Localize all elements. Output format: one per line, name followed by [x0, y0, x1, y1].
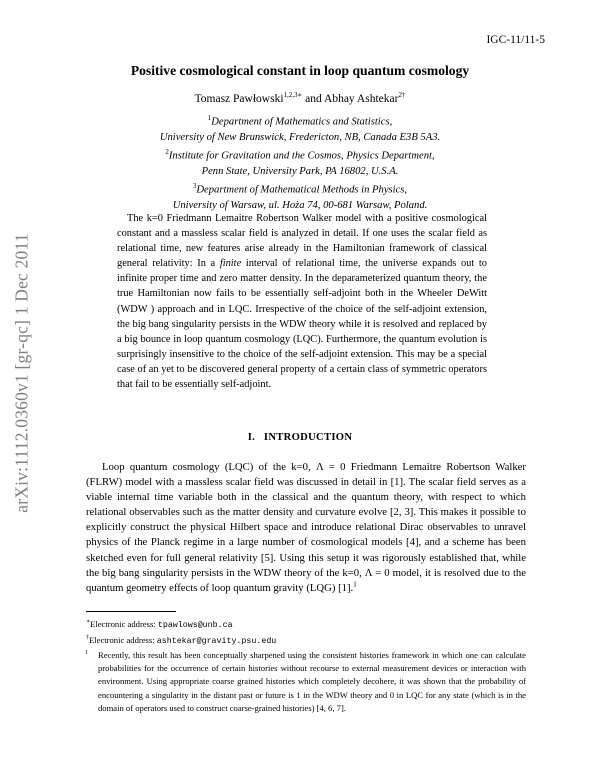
author-pawlowski-marks: 1,2,3∗	[283, 91, 303, 99]
affiliation-2	[0, 145, 600, 164]
intro-footnote-mark: 1	[353, 580, 357, 589]
author-connector: and	[302, 92, 325, 105]
footnote-1-mark: 1	[85, 649, 88, 656]
footnote-email-1	[86, 616, 526, 632]
footnote-email-2-label: Electronic address:	[89, 635, 157, 646]
footnote-1-text: Recently, this result has been conceptually sharpened using the consistent histories framework in which one can calculate probabilities for the occurrence of certain histories without recourse to external measurement devices or interaction with environment. Using appropriate coarse grained histories which completely decohere, it was shown that the probability of encountering a singularity in the distant past or future is 1 in the WDW theory and 0 in LQC for any state (which is in the domain of operators used to construct coarse-grained histories) [4, 6, 7].	[98, 649, 526, 714]
abstract-paragraph	[117, 211, 487, 392]
report-number: IGC-11/11-5	[486, 34, 545, 46]
footnote-1	[86, 649, 526, 716]
affiliation-3	[0, 179, 600, 198]
introduction-body	[86, 460, 526, 596]
affiliation-3-line1: Department of Mathematical Methods in Physics,	[196, 184, 408, 196]
affiliation-3-line2: University of Warsaw, ul. Hoża 74, 00-681 Warsaw, Poland.	[172, 200, 428, 212]
footnote-email-2	[86, 632, 526, 648]
paper-title: Positive cosmological constant in loop quantum cosmology	[130, 63, 470, 78]
email-link-ashtekar[interactable]: ashtekar@gravity.psu.edu	[156, 637, 277, 647]
affiliation-2-line1: Institute for Gravitation and the Cosmos, Physics Department,	[168, 150, 435, 162]
affiliation-1-line2: University of New Brunswick, Fredericton, NB, Canada E3B 5A3.	[159, 131, 441, 143]
arxiv-identifier: arXiv:1112.0360v1 [gr-qc] 1 Dec 2011	[11, 233, 32, 513]
footnotes	[86, 616, 526, 716]
author-ashtekar-marks: 2†	[398, 91, 406, 99]
email-link-pawlowski[interactable]: tpawlows@unb.ca	[157, 620, 233, 630]
footnote-email-1-mark: ∗	[86, 619, 91, 625]
author-line	[0, 91, 600, 105]
footnote-rule	[86, 611, 176, 612]
author-pawlowski: Tomasz Pawłowski	[194, 92, 284, 105]
affiliation-1-line1: Department of Mathematics and Statistics,	[211, 116, 393, 128]
affiliation-1-mark: 1	[207, 114, 212, 122]
footnote-email-2-mark: †	[86, 635, 89, 642]
abstract-text-2: interval of relational time, the universe expands out to infinite proper time and zero matter density. In the deparameterized quantum theory, the true Hamiltonian now fails to be essentially self-adjoint both in the Wheeler DeWitt (WDW ) approach and in LQC. Irrespective of the choice of the self-adjoint extension, the big bang singularity persists in the WDW theory while it is resolved and replaced by a big bounce in loop quantum cosmology (LQC). Furthermore, the quantum evolution is surprisingly insensitive to the choice of the self-adjoint extension. This may be a special case of an yet to be discovered general property of a certain class of symmetric operators that fail to be essentially self-adjoint.	[117, 258, 487, 391]
footnote-email-1-label: Electronic address:	[90, 618, 158, 629]
abstract-emphasis: finite	[219, 258, 242, 270]
abstract	[117, 211, 487, 392]
author-ashtekar: Abhay Ashtekar	[324, 92, 399, 105]
intro-paragraph	[86, 460, 526, 596]
section-heading-introduction: I. INTRODUCTION	[247, 432, 353, 443]
affiliation-3-mark: 3	[192, 182, 197, 191]
affiliation-2-mark: 2	[165, 148, 169, 157]
affiliation-2-line2: Penn State, University Park, PA 16802, U.S.A.	[201, 165, 399, 177]
affiliations	[0, 111, 600, 213]
intro-text: Loop quantum cosmology (LQC) of the k=0, Λ = 0 Friedmann Lemaitre Robertson Walker (FLRW) model with a massless scalar field was discussed in detail in [1]. The scalar field serves as a viable internal time variable both in the classical and the quantum theory, with respect to which relational observables such as the matter density and curvature evolve [2, 3]. This makes it possible to explicitly construct the physical Hilbert space and introduce relational Dirac observables to unravel physics of the Planck regime in a large number of cosmological models [4], and a scheme has been sketched even for full general relativity [5]. Using this setup it was rigorously established that, while the big bang singularity persists in the WDW theory of the k=0, Λ = 0 model, it is resolved due to the quantum geometry effects of loop quantum gravity (LQG) [1].	[86, 461, 526, 594]
affiliation-1	[0, 111, 600, 130]
abstract-text-1: The k=0 Friedmann Lemaitre Robertson Walker model with a positive cosmological constant and a massless scalar field is analyzed in detail. If one uses the scalar field as relational time, new features arise already in the Hamiltonian framework of classical general relativity: In a	[117, 213, 487, 270]
arxiv-stamp	[2, 208, 42, 538]
